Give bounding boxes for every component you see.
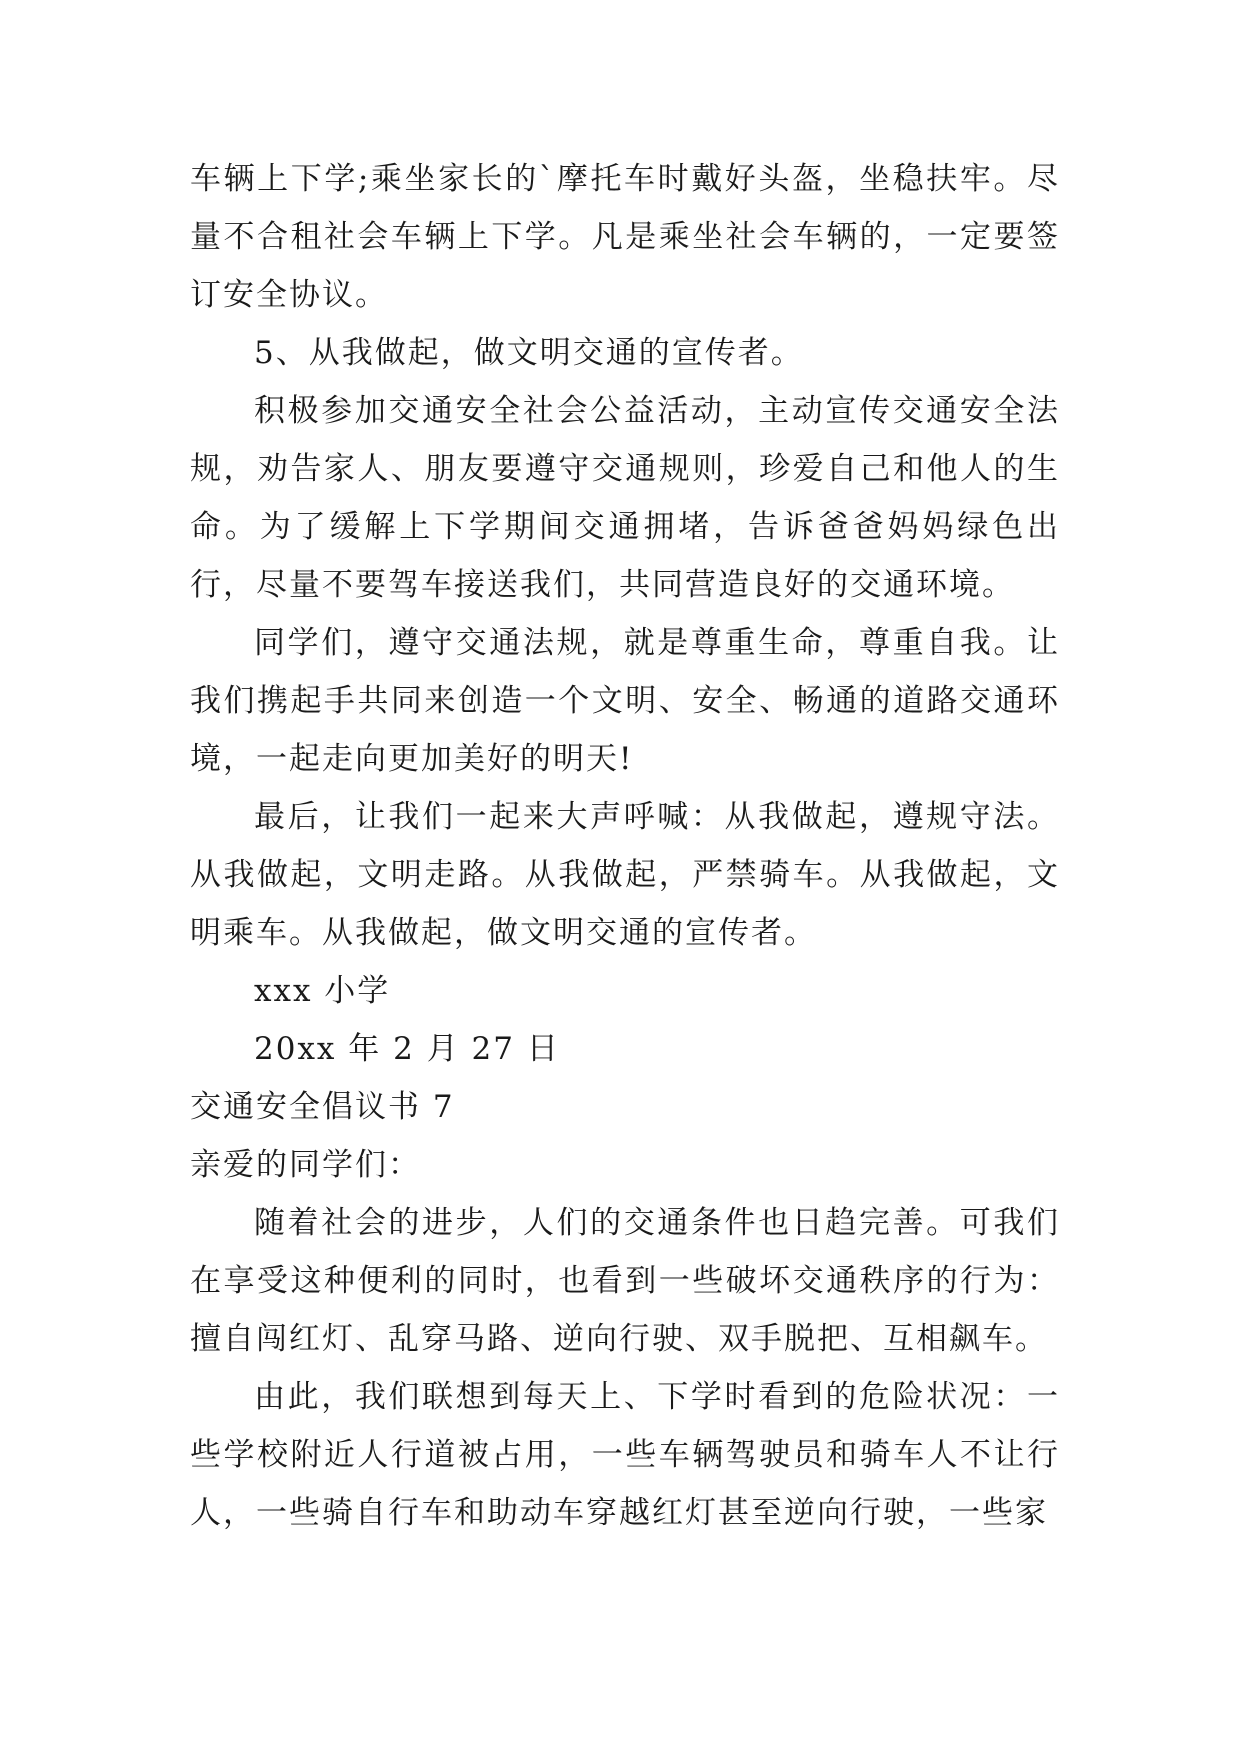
salutation: 亲爱的同学们： (190, 1147, 421, 1183)
section-title: 交通安全倡议书 7 (190, 1089, 455, 1125)
signature-date: 20xx 年 2 月 27 日 (254, 1031, 560, 1067)
paragraph-continuation: 车辆上下学;乘坐家长的`摩托车时戴好头盔，坐稳扶牢。尽量不合租社会车辆上下学。凡是乘坐社会车辆的，一定要签订安全协议。 (190, 161, 1060, 313)
paragraph-body: 同学们，遵守交通法规，就是尊重生命，尊重自我。让我们携起手共同来创造一个文明、安全、畅通的道路交通环境，一起走向更加美好的明天! (190, 625, 1060, 777)
document-body (190, 150, 1060, 1542)
paragraph-body: 随着社会的进步，人们的交通条件也日趋完善。可我们在享受这种便利的同时，也看到一些破坏交通秩序的行为：擅自闯红灯、乱穿马路、逆向行驶、双手脱把、互相飙车。 (190, 1205, 1060, 1357)
paragraph-body: 由此，我们联想到每天上、下学时看到的危险状况：一些学校附近人行道被占用，一些车辆驾驶员和骑车人不让行人，一些骑自行车和助动车穿越红灯甚至逆向行驶，一些家 (190, 1379, 1060, 1531)
signature-school: xxx 小学 (254, 973, 391, 1009)
paragraph-item-5-heading: 5、从我做起，做文明交通的宣传者。 (254, 335, 804, 371)
paragraph-closing-slogan: 最后，让我们一起来大声呼喊：从我做起，遵规守法。从我做起，文明走路。从我做起，严禁骑车。从我做起，文明乘车。从我做起，做文明交通的宣传者。 (190, 799, 1060, 951)
paragraph-body: 积极参加交通安全社会公益活动，主动宣传交通安全法规，劝告家人、朋友要遵守交通规则，珍爱自己和他人的生命。为了缓解上下学期间交通拥堵，告诉爸爸妈妈绿色出行，尽量不要驾车接送我们，共同营造良好的交通环境。 (190, 393, 1060, 603)
